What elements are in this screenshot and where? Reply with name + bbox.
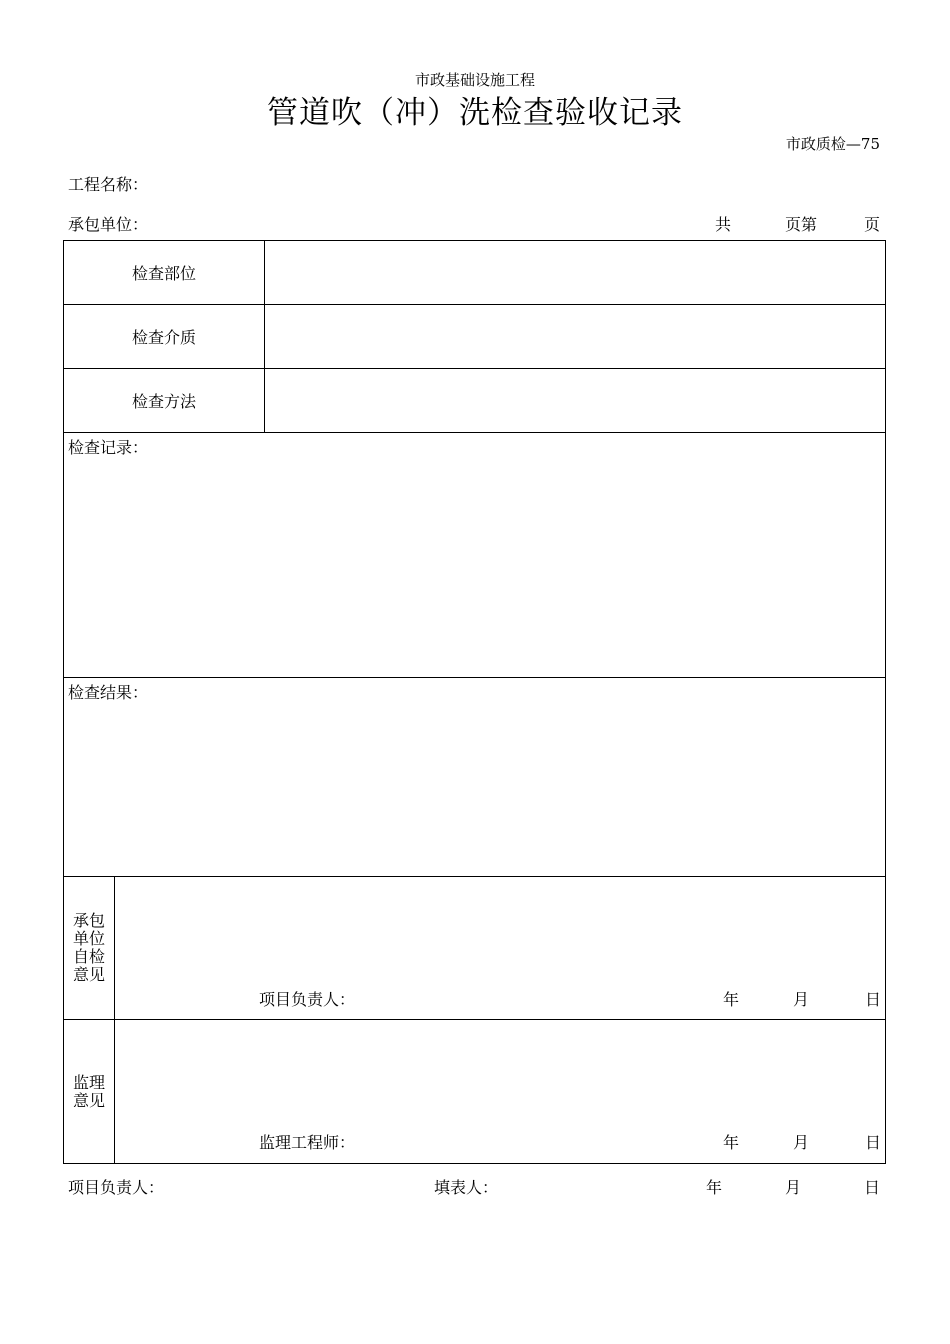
footer-day-label: 日 (864, 1178, 881, 1197)
supervision-month-label: 月 (793, 1133, 810, 1152)
contractor-opinion-label: 承包 单位 自检 意见 (64, 877, 115, 1020)
supervision-year-label: 年 (723, 1133, 740, 1152)
check-medium-field[interactable] (265, 305, 886, 369)
contractor-month-label: 月 (793, 990, 810, 1009)
page-title: 管道吹（冲）洗检查验收记录 (267, 95, 683, 131)
check-part-field[interactable] (265, 241, 886, 305)
check-method-label: 检查方法 (64, 369, 265, 433)
page-total-label: 共 (715, 215, 732, 234)
check-record-label: 检查记录： (68, 438, 149, 457)
page-suffix-label: 页 (864, 215, 881, 234)
contractor-day-label: 日 (865, 990, 882, 1009)
check-part-label: 检查部位 (64, 241, 265, 305)
contractor-project-leader-label: 项目负责人： (259, 990, 356, 1009)
footer-year-label: 年 (706, 1178, 723, 1197)
page-current-label: 页第 (785, 215, 818, 234)
project-name-label: 工程名称： (68, 175, 149, 194)
footer-month-label: 月 (785, 1178, 802, 1197)
contractor-label: 承包单位： (68, 215, 149, 234)
check-record-cell[interactable] (64, 433, 886, 678)
footer-filler-label: 填表人： (434, 1178, 499, 1197)
check-result-label: 检查结果： (68, 683, 149, 702)
supervision-opinion-label: 监理 意见 (64, 1020, 115, 1164)
check-method-field[interactable] (265, 369, 886, 433)
footer-project-leader-label: 项目负责人： (68, 1178, 165, 1197)
subtitle: 市政基础设施工程 (414, 71, 535, 89)
check-result-cell[interactable] (64, 678, 886, 877)
contractor-year-label: 年 (723, 990, 740, 1009)
contractor-opinion-field[interactable] (115, 877, 886, 1020)
supervision-opinion-field[interactable] (115, 1020, 886, 1164)
form-code: 市政质检—75 (785, 135, 880, 153)
supervision-day-label: 日 (865, 1133, 882, 1152)
supervision-engineer-label: 监理工程师： (259, 1133, 356, 1152)
check-medium-label: 检查介质 (64, 305, 265, 369)
inspection-form (63, 240, 886, 1164)
